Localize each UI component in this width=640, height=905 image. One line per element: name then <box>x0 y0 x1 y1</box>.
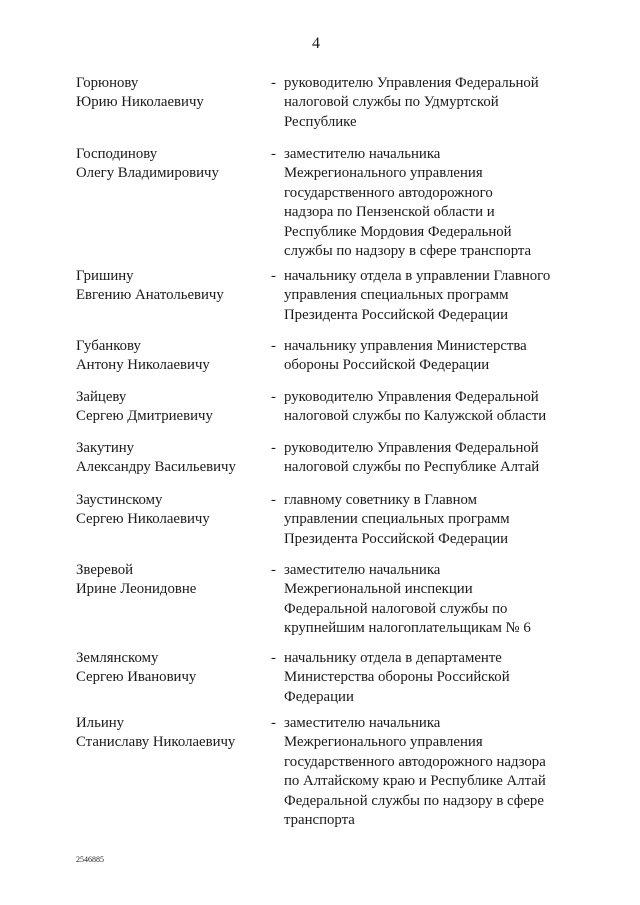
given-names: Ирине Леонидовне <box>76 581 197 598</box>
position-line: транспорта <box>284 812 355 829</box>
separator-dash: - <box>271 338 276 354</box>
position-line: Межрегиональной инспекции <box>284 581 473 598</box>
given-names: Александру Васильевичу <box>76 459 236 476</box>
position-line: Республике <box>284 113 357 130</box>
position-line: управлении специальных программ <box>284 511 510 528</box>
separator-dash: - <box>271 268 276 284</box>
position-line: начальнику управления Министерства <box>284 338 527 354</box>
given-names: Евгению Анатольевичу <box>76 287 224 304</box>
position-line: руководителю Управления Федеральной <box>284 440 539 456</box>
position-line: руководителю Управления Федеральной <box>284 389 539 405</box>
person-name <box>76 561 256 600</box>
person-name <box>76 649 256 688</box>
position-title <box>284 439 574 478</box>
position-title <box>284 561 574 639</box>
surname: Господинову <box>76 146 158 162</box>
given-names: Сергею Ивановичу <box>76 669 197 686</box>
position-line: по Алтайскому краю и Республике Алтай <box>284 773 546 790</box>
position-line: налоговой службы по Удмуртской <box>284 94 499 111</box>
given-names: Юрию Николаевичу <box>76 94 204 111</box>
position-line: налоговой службы по Калужской области <box>284 408 547 425</box>
position-line: службы по надзору в сфере транспорта <box>284 243 532 260</box>
position-line: обороны Российской Федерации <box>284 357 490 374</box>
separator-dash: - <box>271 715 276 731</box>
position-title <box>284 145 574 261</box>
separator-dash: - <box>271 389 276 405</box>
position-line: Федеральной службы по надзору в сфере <box>284 792 544 809</box>
given-names: Антону Николаевичу <box>76 357 210 374</box>
page-number: 4 <box>312 35 320 52</box>
given-names: Олегу Владимировичу <box>76 165 219 182</box>
position-line: заместителю начальника <box>284 146 441 162</box>
surname: Заустинскому <box>76 492 163 508</box>
position-title <box>284 714 574 830</box>
position-line: государственного автодорожного <box>284 184 493 201</box>
given-names: Станиславу Николаевичу <box>76 734 236 751</box>
person-name <box>76 714 256 753</box>
position-line: руководителю Управления Федеральной <box>284 75 539 91</box>
position-title <box>284 649 574 707</box>
given-names: Сергею Николаевичу <box>76 511 210 528</box>
position-title <box>284 267 574 325</box>
person-name <box>76 74 256 113</box>
position-line: начальнику отдела в департаменте <box>284 650 502 666</box>
position-title <box>284 74 574 132</box>
separator-dash: - <box>271 440 276 456</box>
position-line: государственного автодорожного надзора <box>284 753 546 770</box>
position-line: главному советнику в Главном <box>284 492 478 508</box>
surname: Гришину <box>76 268 134 284</box>
surname: Зайцеву <box>76 389 127 405</box>
position-line: заместителю начальника <box>284 715 441 731</box>
person-name <box>76 337 256 376</box>
person-name <box>76 267 256 306</box>
position-line: Федерации <box>284 688 354 705</box>
position-title <box>284 337 574 376</box>
separator-dash: - <box>271 492 276 508</box>
surname: Закутину <box>76 440 135 456</box>
position-line: Президента Российской Федерации <box>284 530 509 547</box>
person-name <box>76 388 256 427</box>
position-line: Федеральной налоговой службы по <box>284 600 508 617</box>
person-name <box>76 439 256 478</box>
separator-dash: - <box>271 650 276 666</box>
position-line: Президента Российской Федерации <box>284 306 509 323</box>
surname: Губанкову <box>76 338 141 354</box>
position-line: крупнейшим налогоплательщикам № 6 <box>284 620 531 637</box>
position-line: начальнику отдела в управлении Главного <box>284 268 551 284</box>
position-line: надзора по Пензенской области и <box>284 204 495 221</box>
separator-dash: - <box>271 75 276 91</box>
position-title <box>284 491 574 549</box>
document-code: 2546885 <box>76 855 104 864</box>
position-line: заместителю начальника <box>284 562 441 578</box>
surname: Зверевой <box>76 562 134 578</box>
position-line: Межрегионального управления <box>284 165 483 182</box>
surname: Горюнову <box>76 75 139 91</box>
surname: Землянскому <box>76 650 159 666</box>
separator-dash: - <box>271 146 276 162</box>
position-line: Республике Мордовия Федеральной <box>284 223 512 240</box>
position-line: Межрегионального управления <box>284 734 483 751</box>
position-title <box>284 388 574 427</box>
position-line: налоговой службы по Республике Алтай <box>284 459 540 476</box>
position-line: Министерства обороны Российской <box>284 669 510 686</box>
separator-dash: - <box>271 562 276 578</box>
person-name <box>76 145 256 184</box>
person-name <box>76 491 256 530</box>
surname: Ильину <box>76 715 125 731</box>
position-line: управления специальных программ <box>284 287 509 304</box>
given-names: Сергею Дмитриевичу <box>76 408 213 425</box>
